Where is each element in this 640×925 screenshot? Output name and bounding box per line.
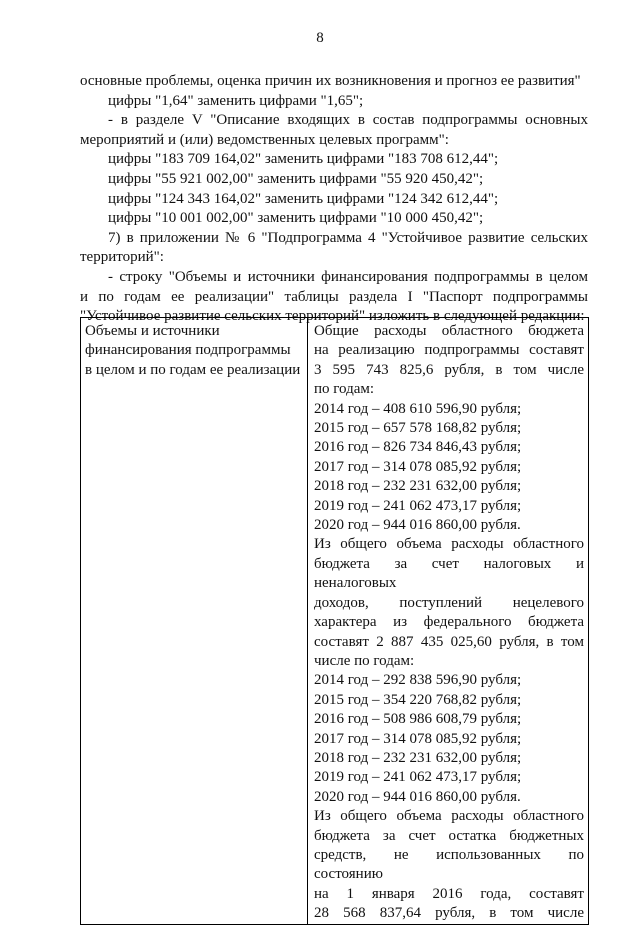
cell-line: 28 568 837,64 рубля, в том числе bbox=[314, 905, 584, 922]
page-number: 8 bbox=[316, 30, 324, 46]
financing-label-cell bbox=[81, 318, 308, 925]
cell-line: в целом и по годам ее реализации bbox=[85, 361, 301, 378]
cell-line: 2014 год – 408 610 596,90 рубля; bbox=[314, 400, 522, 417]
cell-line: 2018 год – 232 231 632,00 рубля; bbox=[314, 749, 522, 766]
amendment-text bbox=[80, 72, 588, 327]
financing-table bbox=[80, 317, 589, 925]
cell-line: Общие расходы областного бюджета bbox=[314, 323, 584, 339]
text-line: - в разделе V "Описание входящих в состав подпрограммы основных bbox=[108, 112, 588, 129]
cell-line: 2017 год – 314 078 085,92 рубля; bbox=[314, 730, 522, 747]
text-line: цифры "55 921 002,00" заменить цифрами "55 920 450,42"; bbox=[108, 170, 484, 187]
cell-line: 2017 год – 314 078 085,92 рубля; bbox=[314, 458, 522, 475]
cell-line: характера из федерального бюджета bbox=[314, 614, 584, 631]
cell-line: Из общего объема расходы областного bbox=[314, 808, 584, 825]
text-line: цифры "1,64" заменить цифрами "1,65"; bbox=[108, 92, 364, 109]
cell-line: 2014 год – 292 838 596,90 рубля; bbox=[314, 672, 522, 689]
cell-line: Объемы и источники bbox=[85, 323, 220, 339]
text-line: мероприятий и (или) ведомственных целевых программ": bbox=[80, 131, 449, 148]
cell-line: 2019 год – 241 062 473,17 рубля; bbox=[314, 769, 522, 786]
cell-line: средств, не использованных по состоянию bbox=[314, 846, 584, 883]
cell-line: 2018 год – 232 231 632,00 рубля; bbox=[314, 478, 522, 495]
cell-line: на реализацию подпрограммы составят bbox=[314, 342, 584, 359]
cell-line: Из общего объема расходы областного bbox=[314, 536, 584, 553]
cell-line: бюджета за счет остатка бюджетных bbox=[314, 827, 584, 844]
cell-line: 2020 год – 944 016 860,00 рубля. bbox=[314, 517, 521, 534]
text-line: основные проблемы, оценка причин их возникновения и прогноз ее развития" bbox=[80, 73, 581, 89]
cell-line: бюджета за счет налоговых и неналоговых bbox=[314, 555, 584, 592]
table-row bbox=[81, 318, 589, 925]
text-line: цифры "124 343 164,02" заменить цифрами "124 342 612,44"; bbox=[108, 190, 499, 207]
text-line: - строку "Объемы и источники финансирования подпрограммы в целом bbox=[108, 268, 588, 285]
text-line: цифры "10 001 002,00" заменить цифрами "10 000 450,42"; bbox=[108, 210, 484, 227]
cell-line: 2020 год – 944 016 860,00 рубля. bbox=[314, 788, 521, 805]
cell-line: по годам: bbox=[314, 381, 375, 398]
cell-line: финансирования подпрограммы bbox=[85, 342, 291, 359]
cell-line: 2016 год – 826 734 846,43 рубля; bbox=[314, 439, 522, 456]
financing-value-cell bbox=[308, 318, 589, 925]
cell-line: составят 2 887 435 025,60 рубля, в том bbox=[314, 633, 584, 650]
text-line: 7) в приложении № 6 "Подпрограмма 4 "Устойчивое развитие сельских bbox=[108, 229, 588, 246]
cell-line: на 1 января 2016 года, составят bbox=[314, 885, 584, 902]
cell-line: 3 595 743 825,6 рубля, в том числе bbox=[314, 361, 584, 378]
text-line: территорий": bbox=[80, 249, 164, 266]
text-line: и по годам ее реализации" таблицы раздела I "Паспорт подпрограммы bbox=[80, 288, 588, 305]
cell-line: 2016 год – 508 986 608,79 рубля; bbox=[314, 711, 522, 728]
cell-line: 2015 год – 657 578 168,82 рубля; bbox=[314, 420, 522, 437]
cell-line: доходов, поступлений нецелевого bbox=[314, 594, 584, 611]
cell-line: числе по годам: bbox=[314, 652, 415, 669]
cell-line: 2015 год – 354 220 768,82 рубля; bbox=[314, 691, 522, 708]
cell-line: 2019 год – 241 062 473,17 рубля; bbox=[314, 497, 522, 514]
text-line: цифры "183 709 164,02" заменить цифрами "183 708 612,44"; bbox=[108, 151, 499, 168]
text-line: "Устойчивое развитие сельских территорий" изложить в следующей редакции: bbox=[80, 308, 585, 325]
